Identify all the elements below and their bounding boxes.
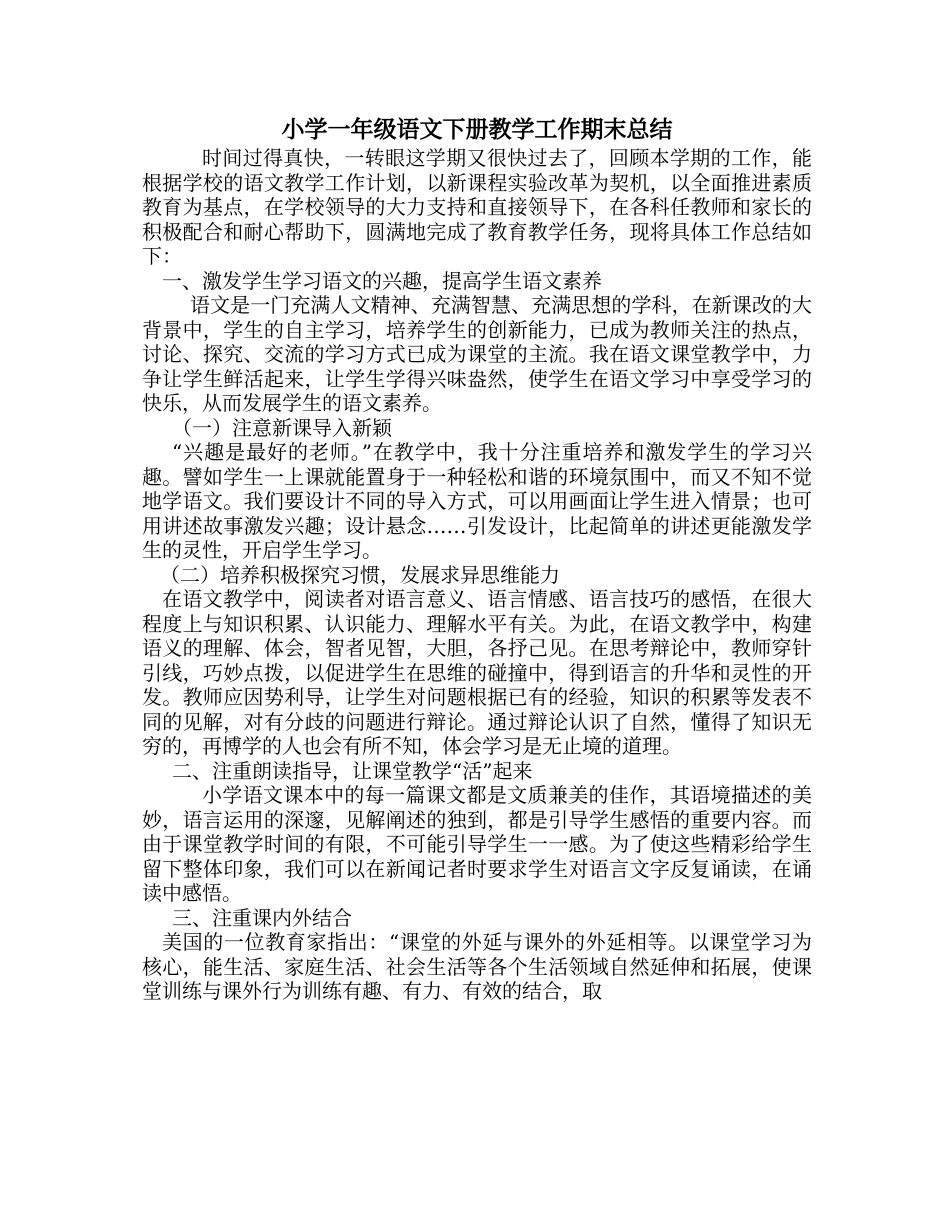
document-title: 小学一年级语文下册教学工作期末总结: [281, 117, 673, 143]
subsection-2-heading: （二）培养积极探究习惯，发展求异思维能力: [160, 562, 560, 587]
section-2-paragraph: 小学语文课本中的每一篇课文都是文质兼美的佳作，其语境描述的美妙，语言运用的深邃，见解阐述的独到，都是引导学生感悟的重要内容。而由于课堂教学时间的有限，不可能引导学生一一感。为了使这些精彩给学生留下整体印象，我们可以在新闻记者时要求学生对语言文字反复诵读，在诵读中感悟。: [142, 783, 812, 905]
section-1-paragraph: 语文是一门充满人文精神、充满智慧、充满思想的学科，在新课改的大背景中，学生的自主学习，培养学生的创新能力，已成为教师关注的热点，讨论、探究、交流的学习方式已成为课堂的主流。我在语文课堂教学中，力争让学生鲜活起来，让学生学得兴味盎然，使学生在语文学习中享受学习的快乐，从而发展学生的语文素养。: [142, 293, 812, 415]
subsection-1-paragraph: “兴趣是最好的老师。”在教学中，我十分注重培养和激发学生的学习兴趣。譬如学生一上课就能置身于一种轻松和谐的环境氛围中，而又不知不觉地学语文。我们要设计不同的导入方式，可以用画面让学生进入情景；也可用讲述故事激发兴趣；设计悬念……引发设计，比起简单的讲述更能激发学生的灵性，开启学生学习。: [142, 440, 812, 562]
document-body: [142, 114, 812, 1004]
section-2-heading: 二、注重朗读指导，让课堂教学“活”起来: [172, 758, 533, 783]
section-1-heading: 一、激发学生学习语文的兴趣，提高学生语文素养: [162, 268, 602, 293]
subsection-2-paragraph: 在语文教学中，阅读者对语言意义、语言情感、语言技巧的感悟，在很大程度上与知识积累、认识能力、理解水平有关。为此，在语文教学中，构建语义的理解、体会，智者见智，大胆，各抒己见。在思考辩论中，教师穿针引线，巧妙点拨，以促进学生在思维的碰撞中，得到语言的升华和灵性的开发。教师应因势利导，让学生对问题根据已有的经验，知识的积累等发表不同的见解，对有分歧的问题进行辩论。通过辩论认识了自然，懂得了知识无穷的，再博学的人也会有所不知，体会学习是无止境的道理。: [142, 587, 812, 758]
section-3-heading: 三、注重课内外结合: [172, 905, 352, 930]
subsection-1-heading: （一）注意新课导入新颖: [172, 415, 392, 440]
intro-paragraph: 时间过得真快，一转眼这学期又很快过去了，回顾本学期的工作，能根据学校的语文教学工作计划，以新课程实验改革为契机，以全面推进素质教育为基点，在学校领导的大力支持和直接领导下，在各科任教师和家长的积极配合和耐心帮助下，圆满地完成了教育教学任务，现将具体工作总结如下：: [142, 146, 812, 268]
section-3-paragraph: 美国的一位教育家指出：“课堂的外延与课外的外延相等。以课堂学习为核心，能生活、家庭生活、社会生活等各个生活领域自然延伸和拓展，使课堂训练与课外行为训练有趣、有力、有效的结合，取: [142, 930, 812, 1003]
